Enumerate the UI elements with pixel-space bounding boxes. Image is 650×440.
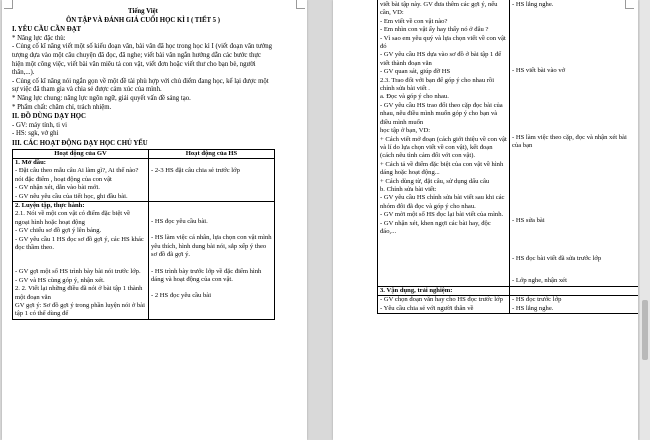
student-text: - HS lắng nghe. bbox=[512, 304, 554, 312]
teacher-text: - GV yêu cầu HS dựa vào sơ đồ ở bài tập 1 để viết thành đoạn văn bbox=[380, 51, 502, 67]
teacher-text: - GV nhận xét, dẫn vào bài mới. bbox=[15, 184, 100, 192]
table-row bbox=[13, 158, 275, 201]
table-header-row bbox=[13, 149, 275, 158]
teacher-text: 2.1. Nói về một con vật có điểm đặc biệt về ngoại hình hoặc hoạt động bbox=[15, 210, 130, 226]
student-cell bbox=[149, 201, 275, 319]
teacher-text: - GV yêu cầu HS chỉnh sửa bài viết sau khi các nhóm đôi đã đọc và góp ý cho nhau. bbox=[380, 194, 505, 210]
student-text: - 2 HS đọc yêu cầu bài bbox=[151, 292, 212, 300]
activity-title: 1. Mở đầu: bbox=[15, 158, 46, 166]
paragraph: - HS: sgk, vở ghi bbox=[12, 130, 59, 138]
paragraph: - Củng cố kĩ năng viết một số kiểu đoạn văn, bài văn đã học trong học kì I (viết đoạn văn tưởng tượng dựa vào một câu chuyện đã đọc, đã nghe; viết bài văn ngắn hướng dẫn các bước thực hiện một công việc, viết bài văn miêu tả con vật, viết đơn hoặc viết thư cho bạn bè, người thân,...). bbox=[12, 43, 273, 77]
student-text: - 2-3 HS đặt câu chia sẻ trước lớp bbox=[151, 166, 240, 174]
student-cell bbox=[510, 296, 639, 314]
teacher-text: viết bài tập này. GV đưa thêm các gợi ý, nếu cần, VD: bbox=[380, 1, 498, 17]
student-text: - HS làm việc cá nhân, lựa chọn con vật mình yêu thích, hình dung bài nói, sắp xếp ý theo sơ đồ đã gợi ý. bbox=[151, 234, 272, 259]
student-text: - HS đọc bài viết đã sửa trước lớp bbox=[512, 255, 602, 263]
teacher-text: - GV chọn đoạn văn hay cho HS đọc trước lớp bbox=[380, 296, 503, 304]
teacher-text: - Em viết về con vật nào? bbox=[380, 17, 448, 25]
section-heading: II. ĐỒ DÙNG DẠY HỌC bbox=[12, 113, 86, 121]
teacher-cell bbox=[13, 201, 149, 319]
teacher-text: - GV yêu cầu 1 HS đọc sơ đồ gợi ý, các HS khác đọc thầm theo. bbox=[15, 235, 144, 251]
student-text: - HS viết bài vào vở bbox=[512, 67, 566, 75]
vertical-scrollbar[interactable] bbox=[640, 0, 650, 440]
paragraph: - GV: máy tính, ti vi bbox=[12, 121, 67, 129]
table-row bbox=[13, 201, 275, 319]
activity-title: 3. Vận dụng, trải nghiệm: bbox=[378, 286, 510, 295]
corner-marker bbox=[296, 0, 305, 9]
student-cell bbox=[149, 158, 275, 201]
teacher-text: - Yêu cầu chia sẻ với người thân về bbox=[380, 304, 474, 312]
lesson-title: ÔN TẬP VÀ ĐÁNH GIÁ CUỐI HỌC KÌ I ( TIẾT 5 ) bbox=[66, 16, 220, 24]
teacher-text: 2.3. Trao đổi với bạn để góp ý cho nhau rồi chỉnh sửa bài viết . bbox=[380, 76, 495, 93]
table-row bbox=[378, 286, 639, 295]
teacher-text: - Vì sao em yêu quý và lựa chọn viết về con vật đó bbox=[380, 34, 506, 51]
teacher-text: + Cách dùng từ, đặt câu, sử dụng dấu câu bbox=[380, 177, 490, 185]
teacher-text: + Cách viết mở đoạn (cách giới thiệu về con vật và lí do lựa chọn viết về con vật), kết đoạn (cách nêu tình cảm đối với con vật). bbox=[380, 135, 507, 160]
student-text: - HS trình bày trước lớp về đặc điểm hình dáng và hoạt động của con vật. bbox=[151, 267, 262, 283]
document-page-left bbox=[2, 0, 307, 440]
student-text: - HS làm việc theo cặp, đọc và nhận xét bài của bạn bbox=[512, 133, 627, 150]
student-text: - HS sửa bài bbox=[512, 216, 545, 224]
teacher-text: - GV và HS cùng góp ý, nhận xét. bbox=[15, 276, 105, 284]
teacher-text: + Cách tả về điểm đặc biệt của con vật về hình dáng hoặc hoạt động... bbox=[380, 160, 504, 177]
table-row bbox=[378, 0, 639, 286]
teacher-text: - Em nhìn con vật ấy hay thấy nó ở đâu ? bbox=[380, 26, 489, 34]
teacher-text: - GV nêu yêu cầu của tiết học, ghi đầu bài. bbox=[15, 192, 128, 200]
student-text: - HS lắng nghe. bbox=[512, 1, 554, 8]
column-header: Hoạt động của HS bbox=[149, 149, 275, 158]
student-text: - HS đọc yêu cầu bài. bbox=[151, 217, 208, 225]
teacher-text: học tập ở bạn, VD: bbox=[380, 127, 431, 135]
section-heading: III. CÁC HOẠT ĐỘNG DẠY HỌC CHỦ YẾU bbox=[12, 139, 148, 147]
teacher-text: b. Chỉnh sửa bài viết: bbox=[380, 185, 437, 193]
teacher-cell bbox=[378, 0, 510, 286]
teacher-text: - GV nhận xét, khen ngợi các bài hay, độc đáo,... bbox=[380, 219, 491, 235]
paragraph: * Năng lực chung: năng lực ngôn ngữ, giải quyết vấn đề sáng tạo. bbox=[12, 94, 191, 102]
activity-table-continued bbox=[377, 0, 638, 314]
teacher-text: - GV gợi một số HS trình bày bài nói trước lớp. bbox=[15, 268, 141, 276]
teacher-text: - GV quan sát, giúp đỡ HS bbox=[380, 68, 451, 76]
teacher-text: - GV chiếu sơ đồ gợi ý lên bảng. bbox=[15, 227, 102, 235]
teacher-text: - GV yêu cầu HS trao đổi theo cặp đọc bài của nhau, nêu điều mình muốn góp ý cho bạn và điều mình muốn bbox=[380, 101, 503, 126]
paragraph: * Phẩm chất: chăm chỉ, trách nhiệm. bbox=[12, 103, 112, 111]
teacher-text: - GV mời một số HS đọc lại bài viết của mình. bbox=[380, 211, 504, 219]
paragraph: - Củng cố kĩ năng nói ngắn gọn về một đề tài phù hợp với chủ điểm đang học, kể lại được một sự việc đã tham gia và chia sẻ được cảm xúc của mình. bbox=[12, 77, 269, 94]
teacher-text: GV gợi ý: Sơ đồ gợi ý trong phần luyện nói ở bài tập 1 có thể dùng để bbox=[15, 302, 145, 318]
teacher-text: - Đặt câu theo mẫu câu Ai làm gì?, Ai thế nào? nói đặc điểm , hoạt động của con vật bbox=[15, 167, 139, 183]
student-cell bbox=[510, 286, 639, 295]
student-cell bbox=[510, 0, 639, 286]
lesson-subject: Tiếng Việt bbox=[128, 8, 158, 15]
table-row bbox=[378, 296, 639, 314]
activity-table bbox=[12, 149, 275, 320]
scrollbar-thumb[interactable] bbox=[642, 300, 648, 360]
teacher-text: a. Đọc và góp ý cho nhau. bbox=[380, 93, 449, 101]
section-heading: I. YÊU CẦU CẦN ĐẠT bbox=[12, 26, 82, 34]
student-text: - Lớp nghe, nhận xét bbox=[512, 277, 567, 285]
teacher-cell bbox=[13, 158, 149, 201]
column-header: Hoạt động của GV bbox=[13, 149, 149, 158]
student-text: - HS đọc trước lớp bbox=[512, 296, 562, 304]
document-page-right bbox=[333, 0, 638, 440]
activity-title: 2. Luyện tập, thực hành: bbox=[15, 201, 85, 209]
paragraph: * Năng lực đặc thù: bbox=[12, 34, 66, 42]
teacher-text: 2. 2. Viết lại những điều đã nói ở bài tập 1 thành một đoạn văn bbox=[15, 285, 143, 301]
teacher-cell bbox=[378, 296, 510, 314]
